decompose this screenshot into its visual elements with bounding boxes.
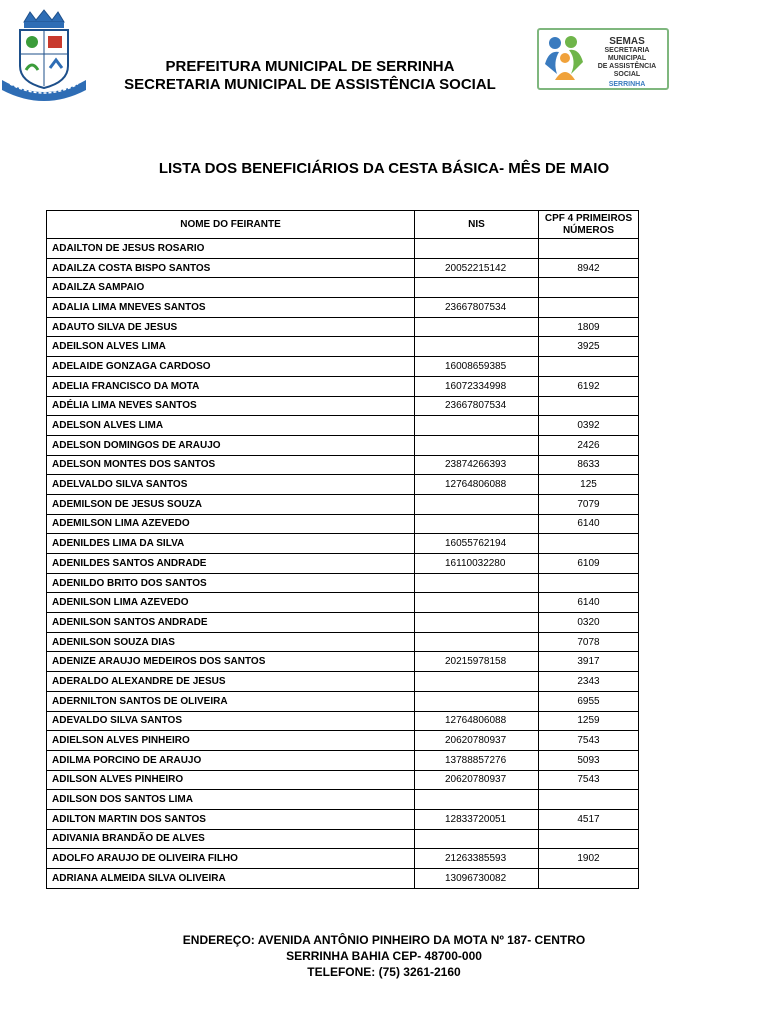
cell-nis xyxy=(415,239,539,259)
column-header-name: NOME DO FEIRANTE xyxy=(47,211,415,239)
header-titles xyxy=(100,58,520,94)
cell-nis xyxy=(415,790,539,810)
table-row xyxy=(47,435,639,455)
cell-cpf xyxy=(539,396,639,416)
cell-nis: 12764806088 xyxy=(415,475,539,495)
cell-cpf xyxy=(539,829,639,849)
table-row xyxy=(47,613,639,633)
cell-name: ADEILSON ALVES LIMA xyxy=(47,337,415,357)
cell-nis xyxy=(415,593,539,613)
cell-name: ADENILSON LIMA AZEVEDO xyxy=(47,593,415,613)
cell-nis: 16008659385 xyxy=(415,357,539,377)
table-row xyxy=(47,790,639,810)
cell-cpf: 0392 xyxy=(539,416,639,436)
table-header-row xyxy=(47,211,639,239)
beneficiaries-table xyxy=(46,210,639,889)
table-row xyxy=(47,750,639,770)
cell-cpf xyxy=(539,534,639,554)
cell-nis: 20215978158 xyxy=(415,652,539,672)
cell-nis xyxy=(415,317,539,337)
cell-nis xyxy=(415,672,539,692)
semas-line-2: DE ASSISTÊNCIA SOCIAL xyxy=(597,63,657,78)
cell-nis xyxy=(415,416,539,436)
table-row xyxy=(47,573,639,593)
cell-cpf xyxy=(539,869,639,889)
cell-name: ADELAIDE GONZAGA CARDOSO xyxy=(47,357,415,377)
cell-nis xyxy=(415,514,539,534)
cell-cpf: 7543 xyxy=(539,731,639,751)
cell-name: ADALIA LIMA MNEVES SANTOS xyxy=(47,298,415,318)
cell-cpf: 1902 xyxy=(539,849,639,869)
cell-cpf: 7543 xyxy=(539,770,639,790)
cell-name: ADEMILSON LIMA AZEVEDO xyxy=(47,514,415,534)
cell-name: ADELVALDO SILVA SANTOS xyxy=(47,475,415,495)
header-line-2: SECRETARIA MUNICIPAL DE ASSISTÊNCIA SOCIAL xyxy=(124,76,496,93)
cell-cpf: 2343 xyxy=(539,672,639,692)
cell-nis xyxy=(415,691,539,711)
cell-name: ADOLFO ARAUJO DE OLIVEIRA FILHO xyxy=(47,849,415,869)
cell-cpf: 6955 xyxy=(539,691,639,711)
table-row xyxy=(47,691,639,711)
cell-cpf: 3917 xyxy=(539,652,639,672)
cell-nis: 23667807534 xyxy=(415,396,539,416)
cell-cpf: 6140 xyxy=(539,514,639,534)
cell-name: ADILTON MARTIN DOS SANTOS xyxy=(47,809,415,829)
cell-nis xyxy=(415,278,539,298)
table-row xyxy=(47,809,639,829)
cell-cpf xyxy=(539,239,639,259)
cell-cpf: 1259 xyxy=(539,711,639,731)
cell-cpf: 4517 xyxy=(539,809,639,829)
footer-line-3: TELEFONE: (75) 3261-2160 xyxy=(307,965,461,979)
cell-cpf: 8633 xyxy=(539,455,639,475)
footer-line-1: ENDEREÇO: AVENIDA ANTÔNIO PINHEIRO DA MOTA Nº 187- CENTRO xyxy=(182,933,586,947)
cell-nis: 12764806088 xyxy=(415,711,539,731)
cell-nis: 21263385593 xyxy=(415,849,539,869)
cell-nis xyxy=(415,829,539,849)
cell-nis: 16055762194 xyxy=(415,534,539,554)
table-row xyxy=(47,278,639,298)
table-row xyxy=(47,376,639,396)
table-row xyxy=(47,396,639,416)
cell-nis: 13788857276 xyxy=(415,750,539,770)
table-row xyxy=(47,829,639,849)
cell-cpf: 5093 xyxy=(539,750,639,770)
cell-name: ADAILTON DE JESUS ROSARIO xyxy=(47,239,415,259)
cell-name: ADIELSON ALVES PINHEIRO xyxy=(47,731,415,751)
table-row xyxy=(47,869,639,889)
cell-cpf: 6109 xyxy=(539,554,639,574)
cell-name: ADÉLIA LIMA NEVES SANTOS xyxy=(47,396,415,416)
table-row xyxy=(47,357,639,377)
cell-cpf: 7079 xyxy=(539,494,639,514)
municipal-crest-logo xyxy=(0,8,88,104)
cell-name: ADELSON DOMINGOS DE ARAUJO xyxy=(47,435,415,455)
table-row xyxy=(47,239,639,259)
cell-cpf: 3925 xyxy=(539,337,639,357)
cell-name: ADILSON DOS SANTOS LIMA xyxy=(47,790,415,810)
cell-nis: 23667807534 xyxy=(415,298,539,318)
cell-name: ADELSON MONTES DOS SANTOS xyxy=(47,455,415,475)
cell-name: ADAILZA COSTA BISPO SANTOS xyxy=(47,258,415,278)
table-row xyxy=(47,534,639,554)
cell-nis: 20052215142 xyxy=(415,258,539,278)
cell-cpf: 7078 xyxy=(539,632,639,652)
cell-nis: 16110032280 xyxy=(415,554,539,574)
semas-line-1: SECRETARIA MUNICIPAL xyxy=(604,47,650,62)
table-row xyxy=(47,652,639,672)
cell-cpf: 125 xyxy=(539,475,639,495)
cell-cpf xyxy=(539,357,639,377)
cell-nis xyxy=(415,613,539,633)
table-row xyxy=(47,632,639,652)
cell-name: ADENILSON SANTOS ANDRADE xyxy=(47,613,415,633)
cell-name: ADRIANA ALMEIDA SILVA OLIVEIRA xyxy=(47,869,415,889)
cell-name: ADENILDES LIMA DA SILVA xyxy=(47,534,415,554)
table-row xyxy=(47,258,639,278)
table-row xyxy=(47,672,639,692)
table-row xyxy=(47,337,639,357)
cell-cpf xyxy=(539,298,639,318)
table-row xyxy=(47,475,639,495)
table-row xyxy=(47,455,639,475)
cell-cpf: 6140 xyxy=(539,593,639,613)
cell-nis: 16072334998 xyxy=(415,376,539,396)
table-row xyxy=(47,494,639,514)
cell-name: ADENILDO BRITO DOS SANTOS xyxy=(47,573,415,593)
cell-cpf: 0320 xyxy=(539,613,639,633)
table-row xyxy=(47,317,639,337)
document-title: LISTA DOS BENEFICIÁRIOS DA CESTA BÁSICA- MÊS DE MAIO xyxy=(158,160,610,177)
cell-name: ADEVALDO SILVA SANTOS xyxy=(47,711,415,731)
cell-name: ADILSON ALVES PINHEIRO xyxy=(47,770,415,790)
table-row xyxy=(47,298,639,318)
table-row xyxy=(47,731,639,751)
cell-cpf xyxy=(539,278,639,298)
semas-people-icon xyxy=(543,34,585,84)
cell-cpf xyxy=(539,573,639,593)
cell-name: ADENILDES SANTOS ANDRADE xyxy=(47,554,415,574)
cell-name: ADELIA FRANCISCO DA MOTA xyxy=(47,376,415,396)
cell-nis xyxy=(415,337,539,357)
table-row xyxy=(47,770,639,790)
cell-name: ADAILZA SAMPAIO xyxy=(47,278,415,298)
table-row xyxy=(47,554,639,574)
semas-city: SERRINHA xyxy=(608,81,646,88)
column-header-nis: NIS xyxy=(415,211,539,239)
cell-cpf: 1809 xyxy=(539,317,639,337)
cell-nis: 13096730082 xyxy=(415,869,539,889)
cell-cpf: 8942 xyxy=(539,258,639,278)
cell-nis: 20620780937 xyxy=(415,770,539,790)
header-line-1: PREFEITURA MUNICIPAL DE SERRINHA xyxy=(165,58,455,75)
cell-name: ADELSON ALVES LIMA xyxy=(47,416,415,436)
table-row xyxy=(47,514,639,534)
cell-nis xyxy=(415,573,539,593)
cell-name: ADILMA PORCINO DE ARAUJO xyxy=(47,750,415,770)
column-header-cpf: CPF 4 PRIMEIROS NÚMEROS xyxy=(539,211,639,239)
table-row xyxy=(47,593,639,613)
cell-nis xyxy=(415,494,539,514)
semas-logo xyxy=(537,28,669,90)
cell-name: ADEMILSON DE JESUS SOUZA xyxy=(47,494,415,514)
cell-cpf xyxy=(539,790,639,810)
table-row xyxy=(47,849,639,869)
semas-acronym: SEMAS xyxy=(609,36,645,47)
table-body xyxy=(47,239,639,889)
footer-line-2: SERRINHA BAHIA CEP- 48700-000 xyxy=(286,949,482,963)
cell-name: ADAUTO SILVA DE JESUS xyxy=(47,317,415,337)
cell-nis: 23874266393 xyxy=(415,455,539,475)
cell-nis xyxy=(415,632,539,652)
cell-cpf: 2426 xyxy=(539,435,639,455)
cell-name: ADENIZE ARAUJO MEDEIROS DOS SANTOS xyxy=(47,652,415,672)
cell-nis: 20620780937 xyxy=(415,731,539,751)
cell-nis: 12833720051 xyxy=(415,809,539,829)
cell-name: ADERNILTON SANTOS DE OLIVEIRA xyxy=(47,691,415,711)
footer-address xyxy=(0,932,768,980)
cell-name: ADENILSON SOUZA DIAS xyxy=(47,632,415,652)
table-row xyxy=(47,711,639,731)
cell-name: ADIVANIA BRANDÃO DE ALVES xyxy=(47,829,415,849)
cell-cpf: 6192 xyxy=(539,376,639,396)
cell-nis xyxy=(415,435,539,455)
cell-name: ADERALDO ALEXANDRE DE JESUS xyxy=(47,672,415,692)
table-row xyxy=(47,416,639,436)
